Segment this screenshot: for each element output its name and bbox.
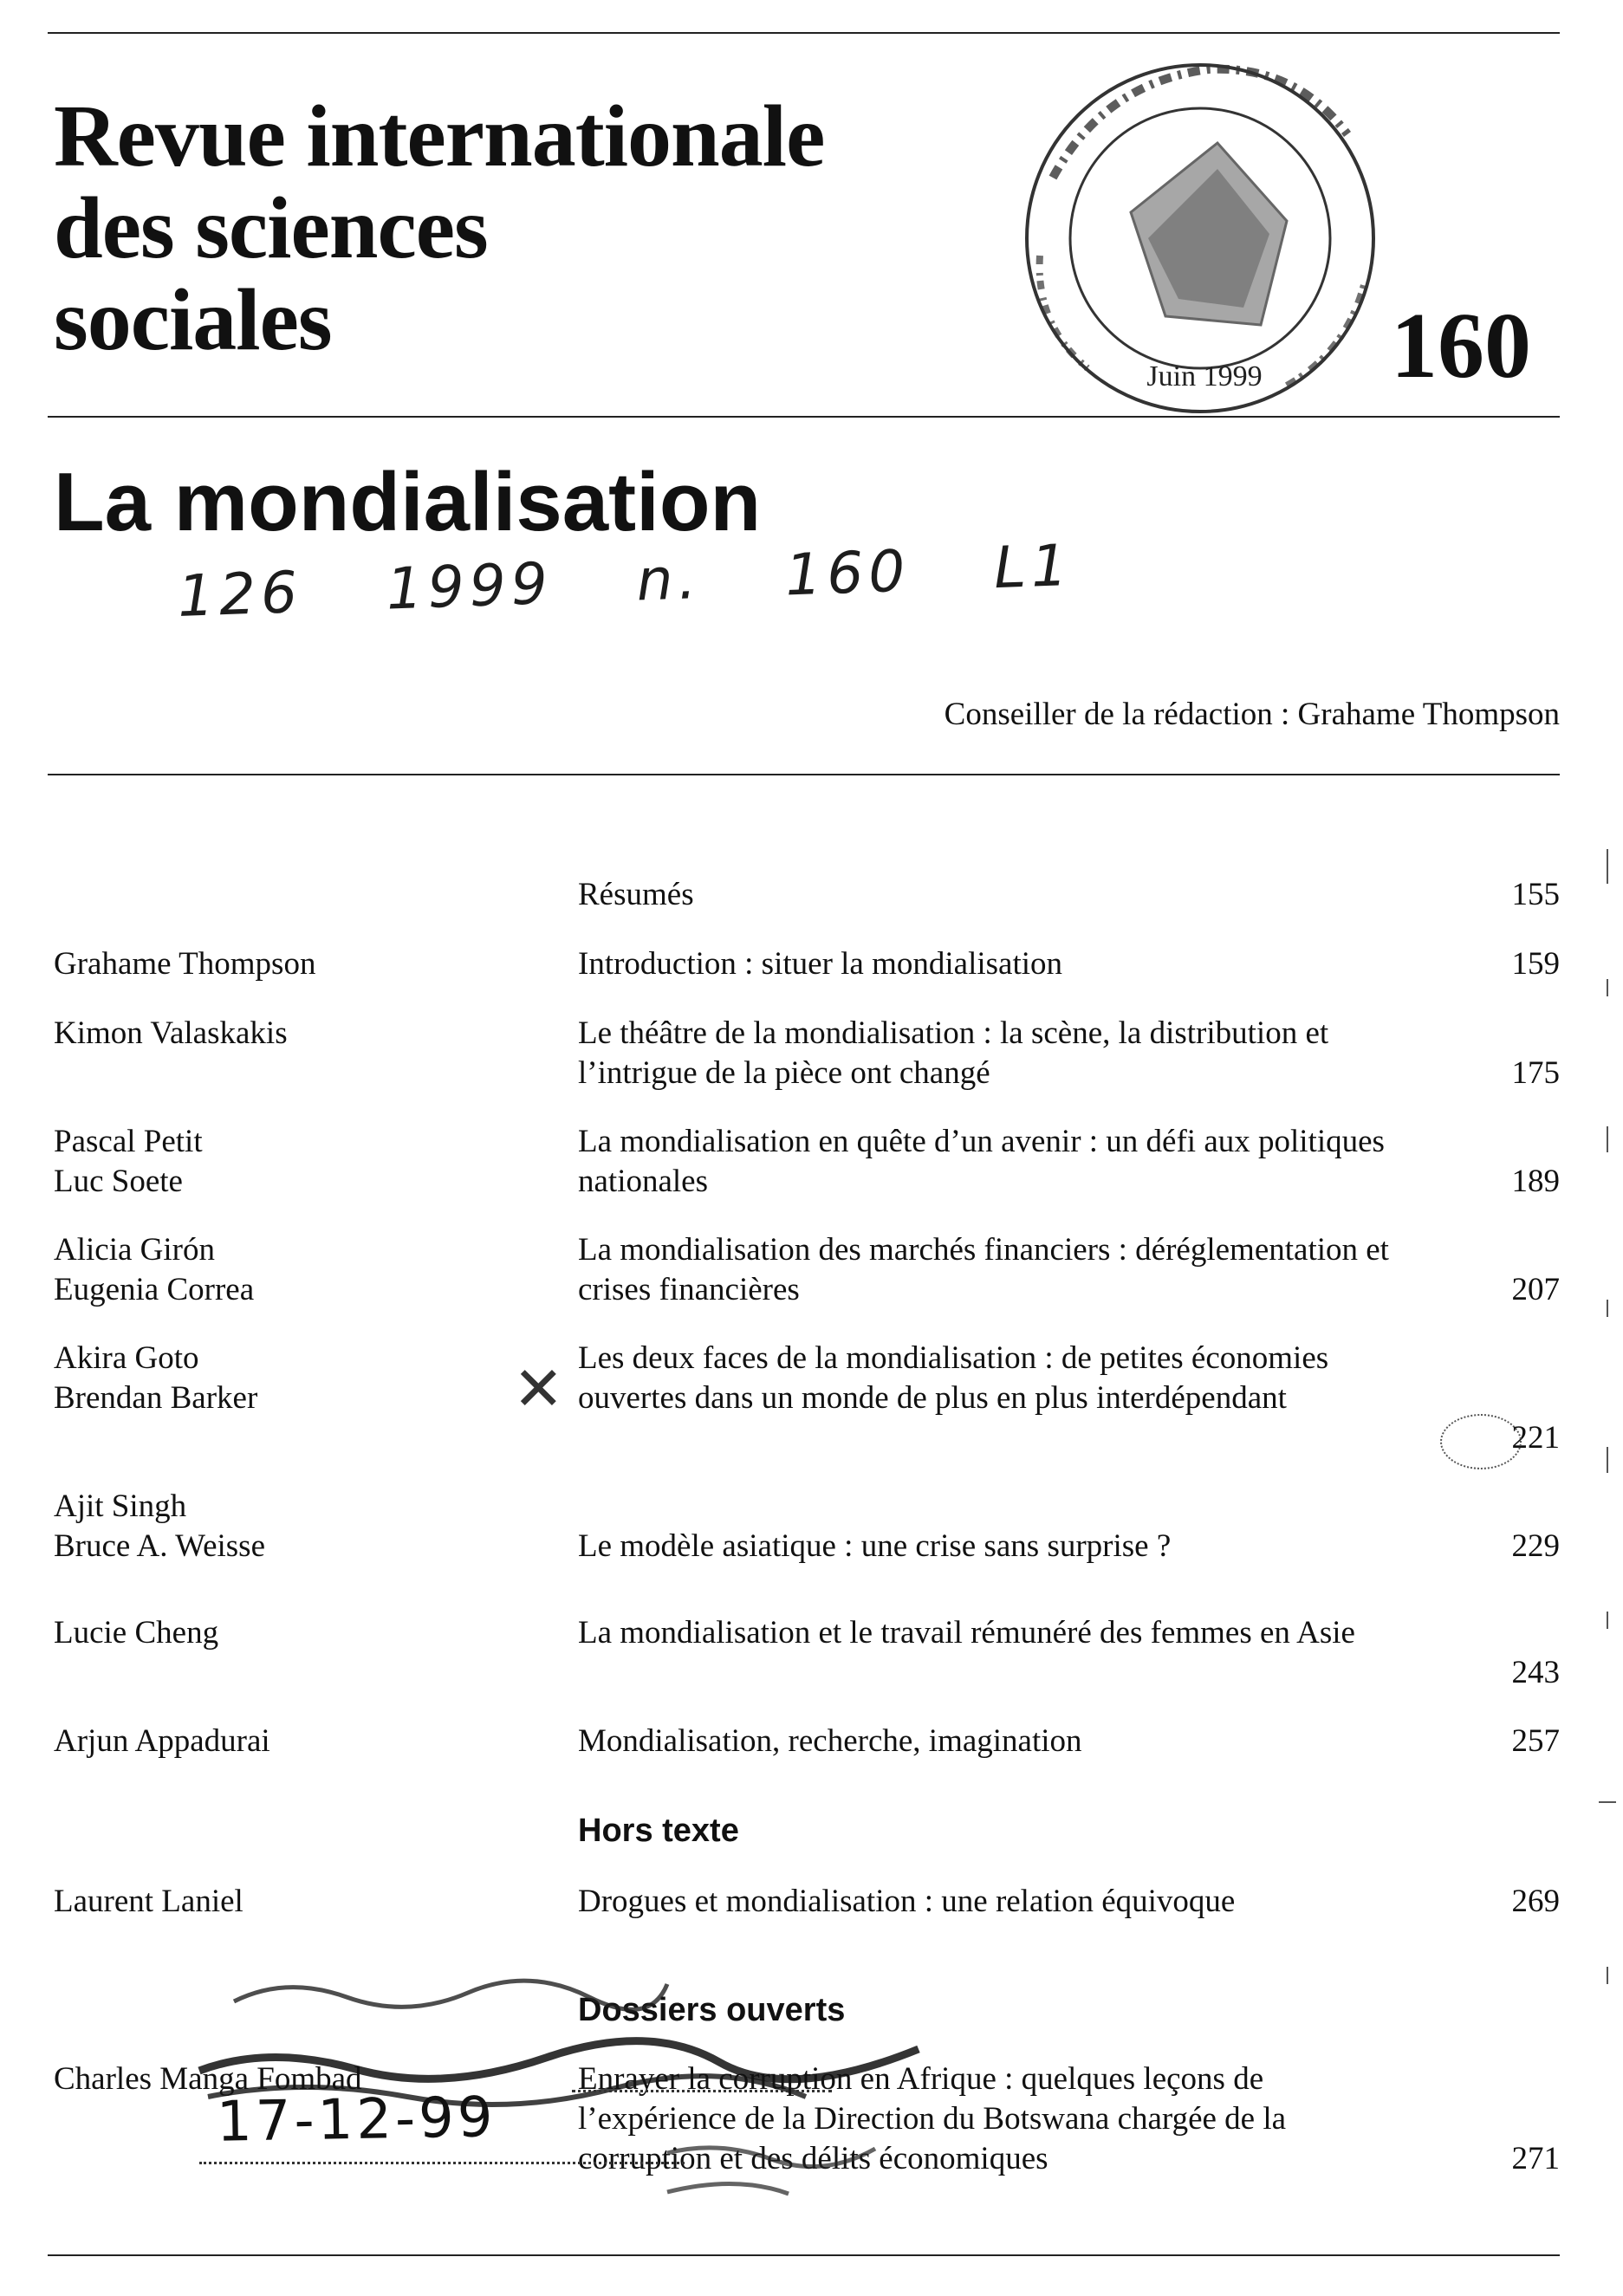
toc-entry-title: Les deux faces de la mondialisation : de petites économies ouvertes dans un monde de plus en plus interdépendant [578, 1340, 1329, 1416]
toc-entry-authors [54, 1122, 203, 1202]
toc-entry-author: Alicia Girón [54, 1232, 215, 1268]
toc-entry-title: Drogues et mondialisation : une relation équivoque [578, 1884, 1236, 1919]
toc-entry-authors [54, 1613, 218, 1653]
bottom-rule [48, 2254, 1560, 2256]
handwritten-date: 17-12-99 [216, 2085, 497, 2155]
toc-entry-title: Le modèle asiatique : une crise sans surprise ? [578, 1528, 1172, 1564]
top-rule [48, 32, 1560, 34]
toc-entry-page: 155 [1511, 877, 1560, 912]
toc-entry-authors [54, 1487, 265, 1566]
toc-entry-page: 175 [1511, 1055, 1560, 1091]
toc-entry-title: La mondialisation en quête d’un avenir : un défi aux politiques nationales [578, 1124, 1385, 1199]
toc-entry-page: 221 [1511, 1420, 1560, 1456]
editor-credit: Conseiller de la rédaction : Grahame Thompson [944, 697, 1560, 732]
journal-title-line-1: Revue internationale [54, 88, 825, 185]
toc-entry-page: 257 [1511, 1723, 1560, 1759]
journal-title [54, 88, 825, 369]
margin-scan-marks [1599, 849, 1616, 2235]
toc-entry-title: La mondialisation des marchés financiers : déréglementation et crises financières [578, 1232, 1389, 1307]
toc-entry-author: Arjun Appadurai [54, 1723, 270, 1759]
toc-entry-author: Grahame Thompson [54, 946, 316, 982]
toc-entry-page: 207 [1511, 1272, 1560, 1307]
handwritten-page-circle [1440, 1414, 1522, 1469]
issue-number: 160 [1391, 295, 1531, 398]
section-heading-hors-texte: Hors texte [578, 1813, 739, 1849]
toc-entry-author: Bruce A. Weisse [54, 1528, 265, 1564]
toc-entry-page: 229 [1511, 1528, 1560, 1564]
toc-entry-page: 159 [1511, 946, 1560, 982]
stamp-date: Juin 1999 [1146, 360, 1263, 392]
toc-entry-title: Introduction : situer la mondialisation [578, 946, 1063, 982]
toc-entry-author: Kimon Valaskakis [54, 1015, 288, 1051]
library-stamp [1001, 39, 1399, 438]
toc-entry-author: Akira Goto [54, 1340, 199, 1376]
toc-entry-title: La mondialisation et le travail rémunéré des femmes en Asie [578, 1615, 1355, 1651]
journal-title-line-3: sociales [54, 271, 332, 369]
toc-entry-authors [54, 1230, 254, 1310]
toc-entry-author: Brendan Barker [54, 1380, 258, 1416]
theme-title: La mondialisation [54, 456, 762, 548]
toc-entry-title: Résumés [578, 877, 694, 912]
toc-entry-author: Laurent Laniel [54, 1884, 243, 1919]
toc-entry-title: Enrayer la corruption en Afrique : quelques leçons de l’expérience de la Direction du Botswana chargée de la corruption et des délits économiques [578, 2061, 1287, 2176]
toc-entry-page: 243 [1511, 1655, 1560, 1690]
toc-entry-author: Pascal Petit [54, 1124, 203, 1159]
toc-entry-page: 189 [1511, 1164, 1560, 1199]
toc-entry-author: Ajit Singh [54, 1489, 187, 1524]
date-dotted-line [199, 2162, 685, 2164]
toc-entry-authors [54, 1339, 257, 1418]
toc-entry-title: Mondialisation, recherche, imagination [578, 1723, 1082, 1759]
toc-entry-author: Lucie Cheng [54, 1615, 219, 1651]
toc-entry-authors [54, 1722, 270, 1761]
toc-top-rule [48, 774, 1560, 775]
toc-entry-authors [54, 944, 315, 984]
toc-entry-authors [54, 1882, 243, 1922]
toc-entry-title: Le théâtre de la mondialisation : la scène, la distribution et l’intrigue de la pièce ont changé [578, 1015, 1329, 1091]
stamp-dotted-line [572, 2090, 832, 2092]
library-stamp-graphic [1001, 39, 1399, 438]
journal-title-line-2: des sciences [54, 179, 488, 277]
toc-entry-author: Charles Manga Fombad [54, 2061, 362, 2097]
toc-entry-authors [54, 1014, 288, 1054]
toc-entry-page: 271 [1511, 2141, 1560, 2176]
handwritten-reference: 126 1999 n. 160 L1 [176, 531, 1074, 630]
toc-entry-author: Eugenia Correa [54, 1272, 255, 1307]
toc-entry-author: Luc Soete [54, 1164, 183, 1199]
section-heading-dossiers: Dossiers ouverts [578, 1992, 846, 2028]
margin-marks-graphic [1599, 849, 1616, 2235]
handwritten-cross-mark: ✕ [513, 1353, 564, 1424]
toc-entry-page: 269 [1511, 1884, 1560, 1919]
